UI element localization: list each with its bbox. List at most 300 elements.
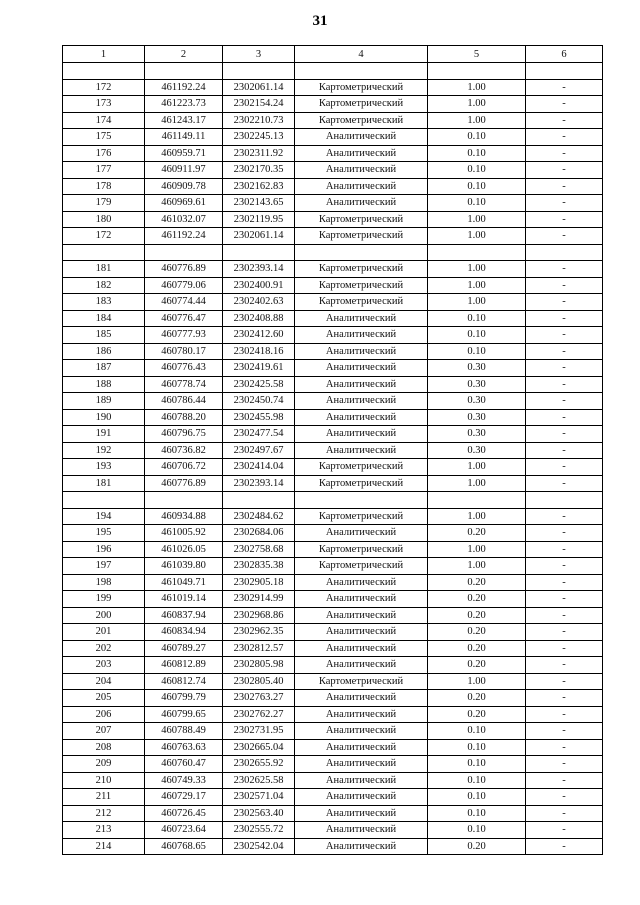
separator-cell: [295, 244, 428, 261]
cell-method: Картометрический: [295, 673, 428, 690]
cell-y-coordinate: 2302762.27: [223, 706, 295, 723]
table-row: [63, 96, 603, 113]
cell-accuracy: 0.10: [428, 145, 526, 162]
cell-point-number: 192: [63, 442, 145, 459]
cell-point-number: 174: [63, 112, 145, 129]
table-row: [63, 525, 603, 542]
cell-accuracy: 1.00: [428, 673, 526, 690]
table-row: [63, 294, 603, 311]
separator-cell: [428, 492, 526, 509]
cell-method: Аналитический: [295, 327, 428, 344]
cell-point-number: 181: [63, 475, 145, 492]
table-row: [63, 838, 603, 855]
cell-y-coordinate: 2302625.58: [223, 772, 295, 789]
cell-note: -: [526, 805, 603, 822]
cell-y-coordinate: 2302758.68: [223, 541, 295, 558]
cell-accuracy: 0.20: [428, 640, 526, 657]
cell-y-coordinate: 2302061.14: [223, 79, 295, 96]
cell-y-coordinate: 2302484.62: [223, 508, 295, 525]
cell-accuracy: 0.20: [428, 591, 526, 608]
cell-note: -: [526, 195, 603, 212]
cell-x-coordinate: 461005.92: [145, 525, 223, 542]
cell-note: -: [526, 79, 603, 96]
cell-x-coordinate: 460776.89: [145, 261, 223, 278]
cell-note: -: [526, 459, 603, 476]
cell-note: -: [526, 261, 603, 278]
cell-accuracy: 0.10: [428, 310, 526, 327]
table-row: [63, 277, 603, 294]
cell-note: -: [526, 228, 603, 245]
cell-accuracy: 1.00: [428, 277, 526, 294]
cell-note: -: [526, 145, 603, 162]
cell-y-coordinate: 2302477.54: [223, 426, 295, 443]
cell-x-coordinate: 460763.63: [145, 739, 223, 756]
table-row-separator: [63, 492, 603, 509]
cell-note: -: [526, 426, 603, 443]
cell-accuracy: 0.10: [428, 162, 526, 179]
cell-point-number: 172: [63, 228, 145, 245]
cell-method: Картометрический: [295, 508, 428, 525]
cell-note: -: [526, 541, 603, 558]
cell-point-number: 172: [63, 79, 145, 96]
separator-cell: [63, 492, 145, 509]
cell-note: -: [526, 294, 603, 311]
table-row: [63, 673, 603, 690]
cell-x-coordinate: 461192.24: [145, 79, 223, 96]
cell-accuracy: 0.10: [428, 822, 526, 839]
cell-y-coordinate: 2302393.14: [223, 261, 295, 278]
cell-y-coordinate: 2302414.04: [223, 459, 295, 476]
cell-y-coordinate: 2302408.88: [223, 310, 295, 327]
cell-y-coordinate: 2302418.16: [223, 343, 295, 360]
cell-accuracy: 0.20: [428, 607, 526, 624]
table-row: [63, 508, 603, 525]
cell-x-coordinate: 460778.74: [145, 376, 223, 393]
coordinates-table: [62, 45, 603, 855]
cell-point-number: 183: [63, 294, 145, 311]
separator-cell: [295, 492, 428, 509]
cell-point-number: 181: [63, 261, 145, 278]
table-row: [63, 706, 603, 723]
cell-x-coordinate: 460774.44: [145, 294, 223, 311]
cell-accuracy: 0.30: [428, 393, 526, 410]
cell-accuracy: 1.00: [428, 96, 526, 113]
header-col-5: 5: [428, 46, 526, 63]
cell-y-coordinate: 2302162.83: [223, 178, 295, 195]
cell-method: Картометрический: [295, 96, 428, 113]
cell-method: Картометрический: [295, 294, 428, 311]
cell-method: Аналитический: [295, 772, 428, 789]
cell-note: -: [526, 129, 603, 146]
cell-accuracy: 1.00: [428, 294, 526, 311]
cell-note: -: [526, 772, 603, 789]
cell-y-coordinate: 2302962.35: [223, 624, 295, 641]
separator-cell: [63, 244, 145, 261]
cell-point-number: 196: [63, 541, 145, 558]
table-row: [63, 756, 603, 773]
header-col-4: 4: [295, 46, 428, 63]
cell-point-number: 188: [63, 376, 145, 393]
cell-method: Аналитический: [295, 525, 428, 542]
cell-note: -: [526, 706, 603, 723]
cell-method: Аналитический: [295, 706, 428, 723]
cell-note: -: [526, 822, 603, 839]
cell-y-coordinate: 2302245.13: [223, 129, 295, 146]
coordinates-table-body: [63, 46, 603, 855]
table-row: [63, 607, 603, 624]
cell-accuracy: 1.00: [428, 112, 526, 129]
cell-point-number: 190: [63, 409, 145, 426]
separator-cell: [63, 63, 145, 80]
table-row: [63, 772, 603, 789]
separator-cell: [145, 492, 223, 509]
cell-method: Аналитический: [295, 129, 428, 146]
cell-point-number: 209: [63, 756, 145, 773]
cell-y-coordinate: 2302563.40: [223, 805, 295, 822]
cell-point-number: 206: [63, 706, 145, 723]
table-row: [63, 591, 603, 608]
cell-y-coordinate: 2302763.27: [223, 690, 295, 707]
cell-point-number: 176: [63, 145, 145, 162]
cell-method: Аналитический: [295, 723, 428, 740]
cell-note: -: [526, 525, 603, 542]
cell-note: -: [526, 508, 603, 525]
cell-point-number: 177: [63, 162, 145, 179]
cell-x-coordinate: 460706.72: [145, 459, 223, 476]
cell-method: Картометрический: [295, 228, 428, 245]
table-header-row: [63, 46, 603, 63]
cell-y-coordinate: 2302119.95: [223, 211, 295, 228]
cell-x-coordinate: 460837.94: [145, 607, 223, 624]
cell-x-coordinate: 460834.94: [145, 624, 223, 641]
separator-cell: [526, 244, 603, 261]
cell-accuracy: 1.00: [428, 459, 526, 476]
cell-method: Аналитический: [295, 822, 428, 839]
cell-y-coordinate: 2302805.40: [223, 673, 295, 690]
cell-method: Аналитический: [295, 739, 428, 756]
cell-x-coordinate: 460760.47: [145, 756, 223, 773]
cell-method: Аналитический: [295, 178, 428, 195]
cell-y-coordinate: 2302210.73: [223, 112, 295, 129]
cell-y-coordinate: 2302684.06: [223, 525, 295, 542]
cell-point-number: 194: [63, 508, 145, 525]
cell-point-number: 198: [63, 574, 145, 591]
cell-y-coordinate: 2302400.91: [223, 277, 295, 294]
separator-cell: [223, 492, 295, 509]
table-row: [63, 822, 603, 839]
cell-accuracy: 0.20: [428, 624, 526, 641]
cell-y-coordinate: 2302311.92: [223, 145, 295, 162]
table-row: [63, 376, 603, 393]
cell-method: Аналитический: [295, 690, 428, 707]
cell-point-number: 212: [63, 805, 145, 822]
cell-point-number: 193: [63, 459, 145, 476]
cell-x-coordinate: 460776.43: [145, 360, 223, 377]
cell-method: Аналитический: [295, 756, 428, 773]
cell-method: Аналитический: [295, 657, 428, 674]
cell-note: -: [526, 558, 603, 575]
cell-point-number: 205: [63, 690, 145, 707]
cell-point-number: 187: [63, 360, 145, 377]
cell-method: Аналитический: [295, 805, 428, 822]
cell-y-coordinate: 2302571.04: [223, 789, 295, 806]
table-row: [63, 657, 603, 674]
cell-note: -: [526, 277, 603, 294]
cell-method: Картометрический: [295, 211, 428, 228]
header-col-1: 1: [63, 46, 145, 63]
cell-x-coordinate: 460799.65: [145, 706, 223, 723]
cell-accuracy: 0.10: [428, 178, 526, 195]
cell-y-coordinate: 2302655.92: [223, 756, 295, 773]
cell-accuracy: 0.10: [428, 805, 526, 822]
cell-note: -: [526, 591, 603, 608]
cell-y-coordinate: 2302154.24: [223, 96, 295, 113]
cell-x-coordinate: 460812.74: [145, 673, 223, 690]
separator-cell: [526, 63, 603, 80]
cell-accuracy: 0.20: [428, 574, 526, 591]
cell-accuracy: 0.10: [428, 772, 526, 789]
cell-point-number: 195: [63, 525, 145, 542]
cell-x-coordinate: 460768.65: [145, 838, 223, 855]
cell-x-coordinate: 460780.17: [145, 343, 223, 360]
cell-accuracy: 0.10: [428, 723, 526, 740]
page-number: 31: [312, 13, 328, 29]
cell-method: Аналитический: [295, 574, 428, 591]
cell-point-number: 197: [63, 558, 145, 575]
cell-y-coordinate: 2302914.99: [223, 591, 295, 608]
cell-accuracy: 0.10: [428, 195, 526, 212]
cell-x-coordinate: 460736.82: [145, 442, 223, 459]
cell-point-number: 173: [63, 96, 145, 113]
cell-method: Картометрический: [295, 558, 428, 575]
cell-note: -: [526, 96, 603, 113]
separator-cell: [295, 63, 428, 80]
cell-x-coordinate: 461032.07: [145, 211, 223, 228]
cell-point-number: 191: [63, 426, 145, 443]
table-row: [63, 228, 603, 245]
cell-accuracy: 0.10: [428, 789, 526, 806]
cell-y-coordinate: 2302412.60: [223, 327, 295, 344]
cell-point-number: 203: [63, 657, 145, 674]
cell-method: Картометрический: [295, 475, 428, 492]
cell-method: Аналитический: [295, 607, 428, 624]
table-row: [63, 723, 603, 740]
cell-note: -: [526, 327, 603, 344]
cell-x-coordinate: 460776.47: [145, 310, 223, 327]
cell-x-coordinate: 460934.88: [145, 508, 223, 525]
table-row: [63, 310, 603, 327]
cell-note: -: [526, 574, 603, 591]
table-row: [63, 640, 603, 657]
cell-accuracy: 0.20: [428, 690, 526, 707]
cell-y-coordinate: 2302812.57: [223, 640, 295, 657]
cell-accuracy: 0.30: [428, 376, 526, 393]
table-row: [63, 459, 603, 476]
cell-point-number: 201: [63, 624, 145, 641]
cell-method: Аналитический: [295, 343, 428, 360]
cell-point-number: 179: [63, 195, 145, 212]
cell-point-number: 208: [63, 739, 145, 756]
cell-point-number: 210: [63, 772, 145, 789]
cell-y-coordinate: 2302402.63: [223, 294, 295, 311]
cell-method: Картометрический: [295, 459, 428, 476]
cell-x-coordinate: 460911.97: [145, 162, 223, 179]
cell-x-coordinate: 461026.05: [145, 541, 223, 558]
cell-x-coordinate: 461223.73: [145, 96, 223, 113]
cell-point-number: 175: [63, 129, 145, 146]
cell-note: -: [526, 112, 603, 129]
separator-cell: [526, 492, 603, 509]
cell-accuracy: 1.00: [428, 228, 526, 245]
table-row: [63, 195, 603, 212]
cell-method: Аналитический: [295, 162, 428, 179]
cell-x-coordinate: 460779.06: [145, 277, 223, 294]
cell-accuracy: 1.00: [428, 508, 526, 525]
cell-note: -: [526, 178, 603, 195]
cell-x-coordinate: 461049.71: [145, 574, 223, 591]
cell-point-number: 204: [63, 673, 145, 690]
cell-y-coordinate: 2302143.65: [223, 195, 295, 212]
cell-note: -: [526, 690, 603, 707]
cell-note: -: [526, 442, 603, 459]
cell-y-coordinate: 2302455.98: [223, 409, 295, 426]
cell-note: -: [526, 673, 603, 690]
cell-method: Аналитический: [295, 360, 428, 377]
header-col-3: 3: [223, 46, 295, 63]
cell-accuracy: 0.20: [428, 525, 526, 542]
cell-accuracy: 0.20: [428, 657, 526, 674]
table-row: [63, 409, 603, 426]
cell-note: -: [526, 756, 603, 773]
cell-method: Аналитический: [295, 591, 428, 608]
cell-method: Картометрический: [295, 541, 428, 558]
table-row-separator: [63, 63, 603, 80]
cell-accuracy: 0.30: [428, 360, 526, 377]
table-row: [63, 112, 603, 129]
cell-y-coordinate: 2302497.67: [223, 442, 295, 459]
cell-point-number: 199: [63, 591, 145, 608]
table-row: [63, 624, 603, 641]
cell-method: Аналитический: [295, 145, 428, 162]
cell-x-coordinate: 461149.11: [145, 129, 223, 146]
table-row: [63, 690, 603, 707]
cell-x-coordinate: 460776.89: [145, 475, 223, 492]
cell-point-number: 182: [63, 277, 145, 294]
cell-accuracy: 0.10: [428, 739, 526, 756]
cell-note: -: [526, 739, 603, 756]
table-row: [63, 541, 603, 558]
table-row: [63, 162, 603, 179]
cell-y-coordinate: 2302905.18: [223, 574, 295, 591]
cell-note: -: [526, 211, 603, 228]
table-row: [63, 79, 603, 96]
cell-x-coordinate: 460726.45: [145, 805, 223, 822]
cell-x-coordinate: 460812.89: [145, 657, 223, 674]
cell-x-coordinate: 460729.17: [145, 789, 223, 806]
cell-note: -: [526, 409, 603, 426]
cell-accuracy: 0.10: [428, 756, 526, 773]
table-row: [63, 145, 603, 162]
cell-accuracy: 0.20: [428, 706, 526, 723]
cell-point-number: 178: [63, 178, 145, 195]
cell-y-coordinate: 2302968.86: [223, 607, 295, 624]
cell-note: -: [526, 475, 603, 492]
cell-note: -: [526, 310, 603, 327]
cell-y-coordinate: 2302542.04: [223, 838, 295, 855]
cell-point-number: 184: [63, 310, 145, 327]
cell-method: Аналитический: [295, 376, 428, 393]
cell-method: Картометрический: [295, 79, 428, 96]
table-row: [63, 475, 603, 492]
cell-accuracy: 0.30: [428, 442, 526, 459]
cell-note: -: [526, 360, 603, 377]
cell-y-coordinate: 2302061.14: [223, 228, 295, 245]
cell-x-coordinate: 460959.71: [145, 145, 223, 162]
cell-x-coordinate: 460789.27: [145, 640, 223, 657]
cell-method: Аналитический: [295, 624, 428, 641]
cell-point-number: 211: [63, 789, 145, 806]
cell-method: Картометрический: [295, 112, 428, 129]
cell-accuracy: 0.10: [428, 343, 526, 360]
table-row: [63, 211, 603, 228]
table-row-separator: [63, 244, 603, 261]
cell-method: Аналитический: [295, 640, 428, 657]
cell-method: Аналитический: [295, 789, 428, 806]
cell-point-number: 202: [63, 640, 145, 657]
cell-point-number: 180: [63, 211, 145, 228]
cell-accuracy: 0.30: [428, 426, 526, 443]
cell-note: -: [526, 343, 603, 360]
cell-note: -: [526, 607, 603, 624]
header-col-6: 6: [526, 46, 603, 63]
cell-y-coordinate: 2302805.98: [223, 657, 295, 674]
separator-cell: [223, 63, 295, 80]
cell-method: Аналитический: [295, 426, 428, 443]
header-col-2: 2: [145, 46, 223, 63]
cell-accuracy: 1.00: [428, 79, 526, 96]
cell-y-coordinate: 2302665.04: [223, 739, 295, 756]
cell-method: Аналитический: [295, 409, 428, 426]
cell-x-coordinate: 460788.49: [145, 723, 223, 740]
cell-method: Картометрический: [295, 277, 428, 294]
table-row: [63, 805, 603, 822]
cell-note: -: [526, 640, 603, 657]
cell-point-number: 213: [63, 822, 145, 839]
cell-y-coordinate: 2302555.72: [223, 822, 295, 839]
table-row: [63, 442, 603, 459]
cell-point-number: 189: [63, 393, 145, 410]
cell-method: Картометрический: [295, 261, 428, 278]
cell-y-coordinate: 2302393.14: [223, 475, 295, 492]
cell-accuracy: 1.00: [428, 475, 526, 492]
cell-accuracy: 1.00: [428, 541, 526, 558]
cell-point-number: 186: [63, 343, 145, 360]
cell-y-coordinate: 2302425.58: [223, 376, 295, 393]
cell-point-number: 200: [63, 607, 145, 624]
cell-y-coordinate: 2302731.95: [223, 723, 295, 740]
cell-x-coordinate: 461192.24: [145, 228, 223, 245]
separator-cell: [428, 63, 526, 80]
cell-x-coordinate: 461243.17: [145, 112, 223, 129]
separator-cell: [145, 63, 223, 80]
table-row: [63, 261, 603, 278]
cell-note: -: [526, 624, 603, 641]
table-row: [63, 360, 603, 377]
cell-x-coordinate: 460796.75: [145, 426, 223, 443]
cell-note: -: [526, 376, 603, 393]
table-row: [63, 739, 603, 756]
cell-method: Аналитический: [295, 442, 428, 459]
